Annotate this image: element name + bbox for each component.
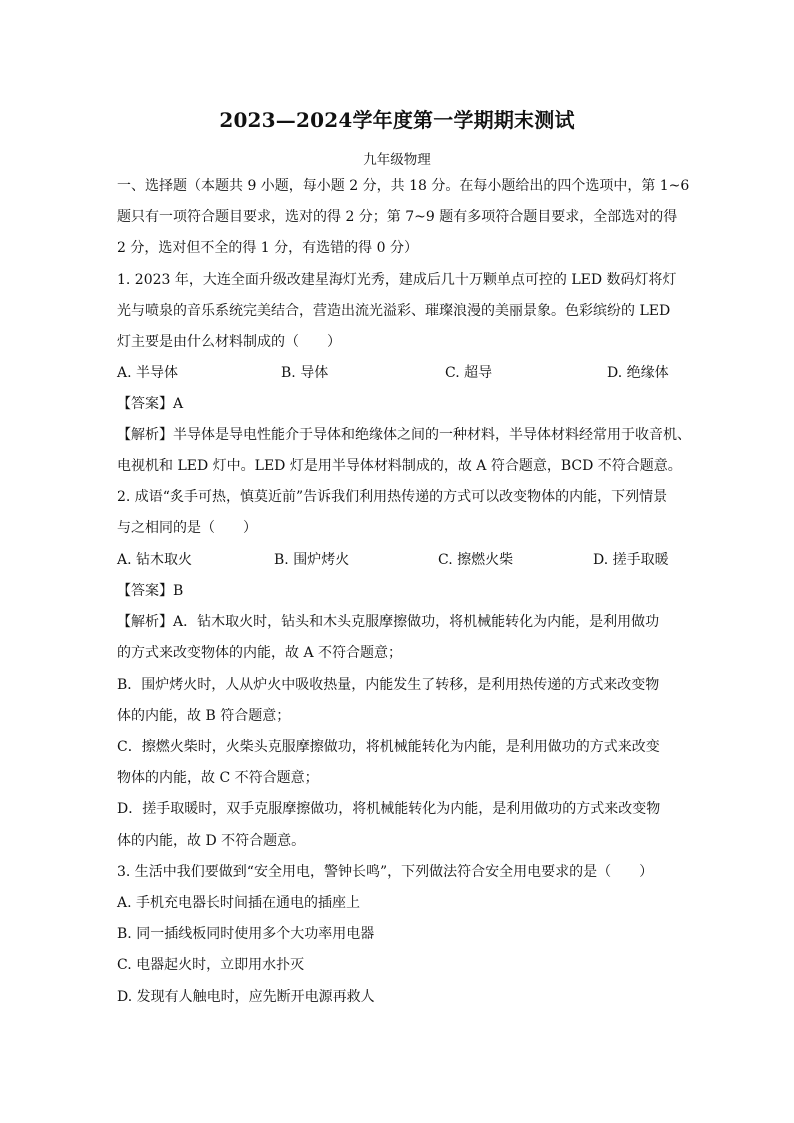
q1-analysis-line: 电视机和 LED 灯中。LED 灯是用半导体材料制成的，故 A 符合题意，BCD 不符合题意。 [117,458,682,474]
q2-option-d: D. 搓手取暖 [593,552,669,568]
page-title: 2023—2024学年度第一学期期末测试 [219,108,575,132]
section-instructions-line: 题只有一项符合题目要求，选对的得 2 分；第 7~9 题有多项符合题目要求，全部选对的得 [117,209,678,225]
q1-option-a: A. 半导体 [117,365,179,381]
q1-analysis-line: 【解析】半导体是导电性能介于导体和绝缘体之间的一种材料，半导体材料经常用于收音机、 [117,427,691,443]
q2-analysis-line: 【解析】A．钻木取火时，钻头和木头克服摩擦做功，将机械能转化为内能，是利用做功 [117,614,660,630]
q1-option-c: C. 超导 [445,365,493,381]
q1-option-b: B. 导体 [281,365,329,381]
q1-stem-line: 灯主要是由什么材料制成的（ ） [117,334,341,350]
q3-option-d: D. 发现有人触电时，应先断开电源再救人 [117,989,375,1005]
q3-option-a: A. 手机充电器长时间插在通电的插座上 [117,895,361,911]
q2-option-a: A. 钻木取火 [117,552,193,568]
q1-option-d: D. 绝缘体 [607,365,669,381]
q2-answer: 【答案】B [117,583,184,599]
q2-analysis-line: 体的内能，故 D 不符合题意。 [117,833,306,849]
section-instructions-line: 2 分，选对但不全的得 1 分，有选错的得 0 分） [117,240,418,256]
q2-analysis-line: B．围炉烤火时，人从炉火中吸收热量，内能发生了转移，是利用热传递的方式来改变物 [117,677,660,693]
q1-stem-line: 光与喷泉的音乐系统完美结合，营造出流光溢彩、璀璨浪漫的美丽景象。色彩缤纷的 LED [117,303,671,319]
q2-analysis-line: D．搓手取暖时，双手克服摩擦做功，将机械能转化为内能，是利用做功的方式来改变物 [117,801,661,817]
q1-stem-line: 1. 2023 年，大连全面升级改建星海灯光秀，建成后几十万颗单点可控的 LED 数码灯将灯 [117,272,677,288]
section-instructions-line: 一、选择题（本题共 9 小题，每小题 2 分，共 18 分。在每小题给出的四个选项中，第 1~6 [117,178,690,194]
q2-analysis-line: C．擦燃火柴时，火柴头克服摩擦做功，将机械能转化为内能，是利用做功的方式来改变 [117,739,660,755]
page-subtitle: 九年级物理 [363,152,431,168]
q3-option-b: B. 同一插线板同时使用多个大功率用电器 [117,926,375,942]
q2-stem-line: 与之相同的是（ ） [117,520,257,536]
q1-answer: 【答案】A [117,396,184,412]
q2-analysis-line: 物体的内能，故 C 不符合题意； [117,770,319,786]
q2-analysis-line: 的方式来改变物体的内能，故 A 不符合题意； [117,645,403,661]
q2-option-c: C. 擦燃火柴 [438,552,514,568]
q2-analysis-line: 体的内能，故 B 符合题意； [117,708,291,724]
q2-stem-line: 2. 成语“炙手可热，慎莫近前”告诉我们利用热传递的方式可以改变物体的内能，下列情景 [117,489,668,505]
q3-stem-line: 3. 生活中我们要做到“安全用电，警钟长鸣”，下列做法符合安全用电要求的是（ ） [117,864,654,880]
q3-option-c: C. 电器起火时，立即用水扑灭 [117,957,305,973]
q2-option-b: B. 围炉烤火 [274,552,350,568]
